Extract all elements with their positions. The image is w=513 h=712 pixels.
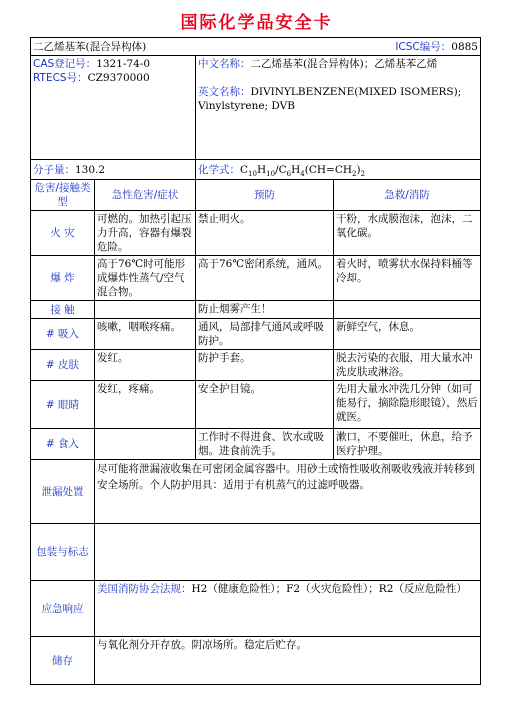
formula-value: $C_{10}H_{10}/C_6H_4(CH=CH_2)_2$: [240, 163, 366, 178]
row-type: # 吸入: [31, 319, 95, 350]
leak-label: 泄漏处置: [31, 460, 95, 524]
mw-label: 分子量：: [33, 163, 75, 176]
cn-name-value: 二乙烯基苯(混合异构体)；乙烯基苯乙烯: [250, 58, 438, 70]
icsc-label: ICSC编号：: [395, 40, 452, 53]
row-prevention: 高于76℃密闭系统，通风。: [196, 256, 334, 301]
table-row: [31, 319, 481, 350]
row-first-aid: 漱口，不要催吐，休息，给予医疗护理。: [334, 429, 481, 460]
cas-label: CAS登记号：: [33, 58, 97, 70]
en-name-value: DIVINYLBENZENE(MIXED ISOMERS); Vinylstyrene; DVB: [198, 86, 462, 112]
cn-name-label: 中文名称：: [198, 58, 251, 70]
chemical-name: 二乙烯基苯(混合异构体): [33, 40, 147, 53]
leak-row: [31, 460, 481, 524]
row-prevention: 工作时不得进食、饮水或吸烟。进食前洗手。: [196, 429, 334, 460]
row-prevention: 防护手套。: [196, 350, 334, 381]
safety-card-table: [30, 37, 481, 685]
row-type: # 皮肤: [31, 350, 95, 381]
table-row: [31, 429, 481, 460]
column-header-row: [31, 180, 481, 211]
nfpa-label: 美国消防协会法规：: [97, 583, 192, 595]
rtecs-value: CZ9370000: [87, 72, 150, 84]
col-header-symptoms: 急性危害/症状: [95, 180, 196, 211]
leak-text: 尽可能将泄漏液收集在可密闭金属容器中。用砂土或惰性吸收剂吸收残液并转移到安全场所。个人防护用具：适用于有机蒸气的过滤呼吸器。: [95, 460, 481, 524]
row-symptoms: 发红，疼痛。: [95, 381, 196, 429]
formula-row: [31, 160, 481, 180]
icsc-value: 0885: [451, 40, 478, 53]
en-name-label: 英文名称：: [198, 86, 251, 98]
row-prevention: 禁止明火。: [196, 211, 334, 256]
card-title: 国际化学品安全卡: [180, 13, 333, 33]
row-first-aid: 脱去污染的衣服，用大量水冲洗皮肤或淋浴。: [334, 350, 481, 381]
row-type: # 眼睛: [31, 381, 95, 429]
row-prevention: 安全护目镜。: [196, 381, 334, 429]
storage-text: 与氧化剂分开存放。阴凉场所。稳定后贮存。: [95, 637, 481, 685]
row-first-aid: 干粉，水成膜泡沫，泡沫，二氧化碳。: [334, 211, 481, 256]
row-prevention: 防止烟雾产生！: [196, 301, 334, 319]
col-header-first-aid: 急救/消防: [334, 180, 481, 211]
storage-row: [31, 637, 481, 685]
row-type: 火 灾: [31, 211, 95, 256]
formula-label: 化学式：: [198, 163, 240, 176]
packaging-row: [31, 524, 481, 581]
col-header-prevention: 预防: [196, 180, 334, 211]
col-header-type: 危害/接触类型: [31, 180, 95, 211]
cas-value: 1321-74-0: [96, 58, 151, 70]
row-symptoms: 咳嗽，咽喉疼痛。: [95, 319, 196, 350]
mw-value: 130.2: [75, 163, 106, 176]
row-symptoms: 可燃的。加热引起压力升高，容器有爆裂危险。: [95, 211, 196, 256]
table-row: [31, 381, 481, 429]
row-type: 接 触: [31, 301, 95, 319]
row-first-aid: 先用大量水冲洗几分钟（如可能易行，摘除隐形眼镜），然后就医。: [334, 381, 481, 429]
table-row: [31, 211, 481, 256]
row-first-aid: [334, 301, 481, 319]
emergency-label: 应急响应: [31, 581, 95, 637]
packaging-label: 包装与标志: [31, 524, 95, 581]
emergency-text: H2（健康危险性）；F2（火灾危险性）；R2（反应危险性）: [191, 583, 467, 595]
row-symptoms: 高于76℃时可能形成爆炸性蒸气/空气混合物。: [95, 256, 196, 301]
row-type: # 食入: [31, 429, 95, 460]
header-row: [31, 38, 481, 56]
rtecs-label: RTECS号：: [33, 72, 88, 84]
row-symptoms: [95, 429, 196, 460]
packaging-text: [95, 524, 481, 581]
row-first-aid: 着火时，喷雾状水保持料桶等冷却。: [334, 256, 481, 301]
emergency-row: [31, 581, 481, 637]
table-row: [31, 350, 481, 381]
identifiers-row: [31, 56, 481, 160]
row-type: 爆 炸: [31, 256, 95, 301]
row-symptoms: [95, 301, 196, 319]
table-row: [31, 256, 481, 301]
table-row: [31, 301, 481, 319]
storage-label: 储存: [31, 637, 95, 685]
row-prevention: 通风，局部排气通风或呼吸防护。: [196, 319, 334, 350]
row-symptoms: 发红。: [95, 350, 196, 381]
row-first-aid: 新鲜空气，休息。: [334, 319, 481, 350]
